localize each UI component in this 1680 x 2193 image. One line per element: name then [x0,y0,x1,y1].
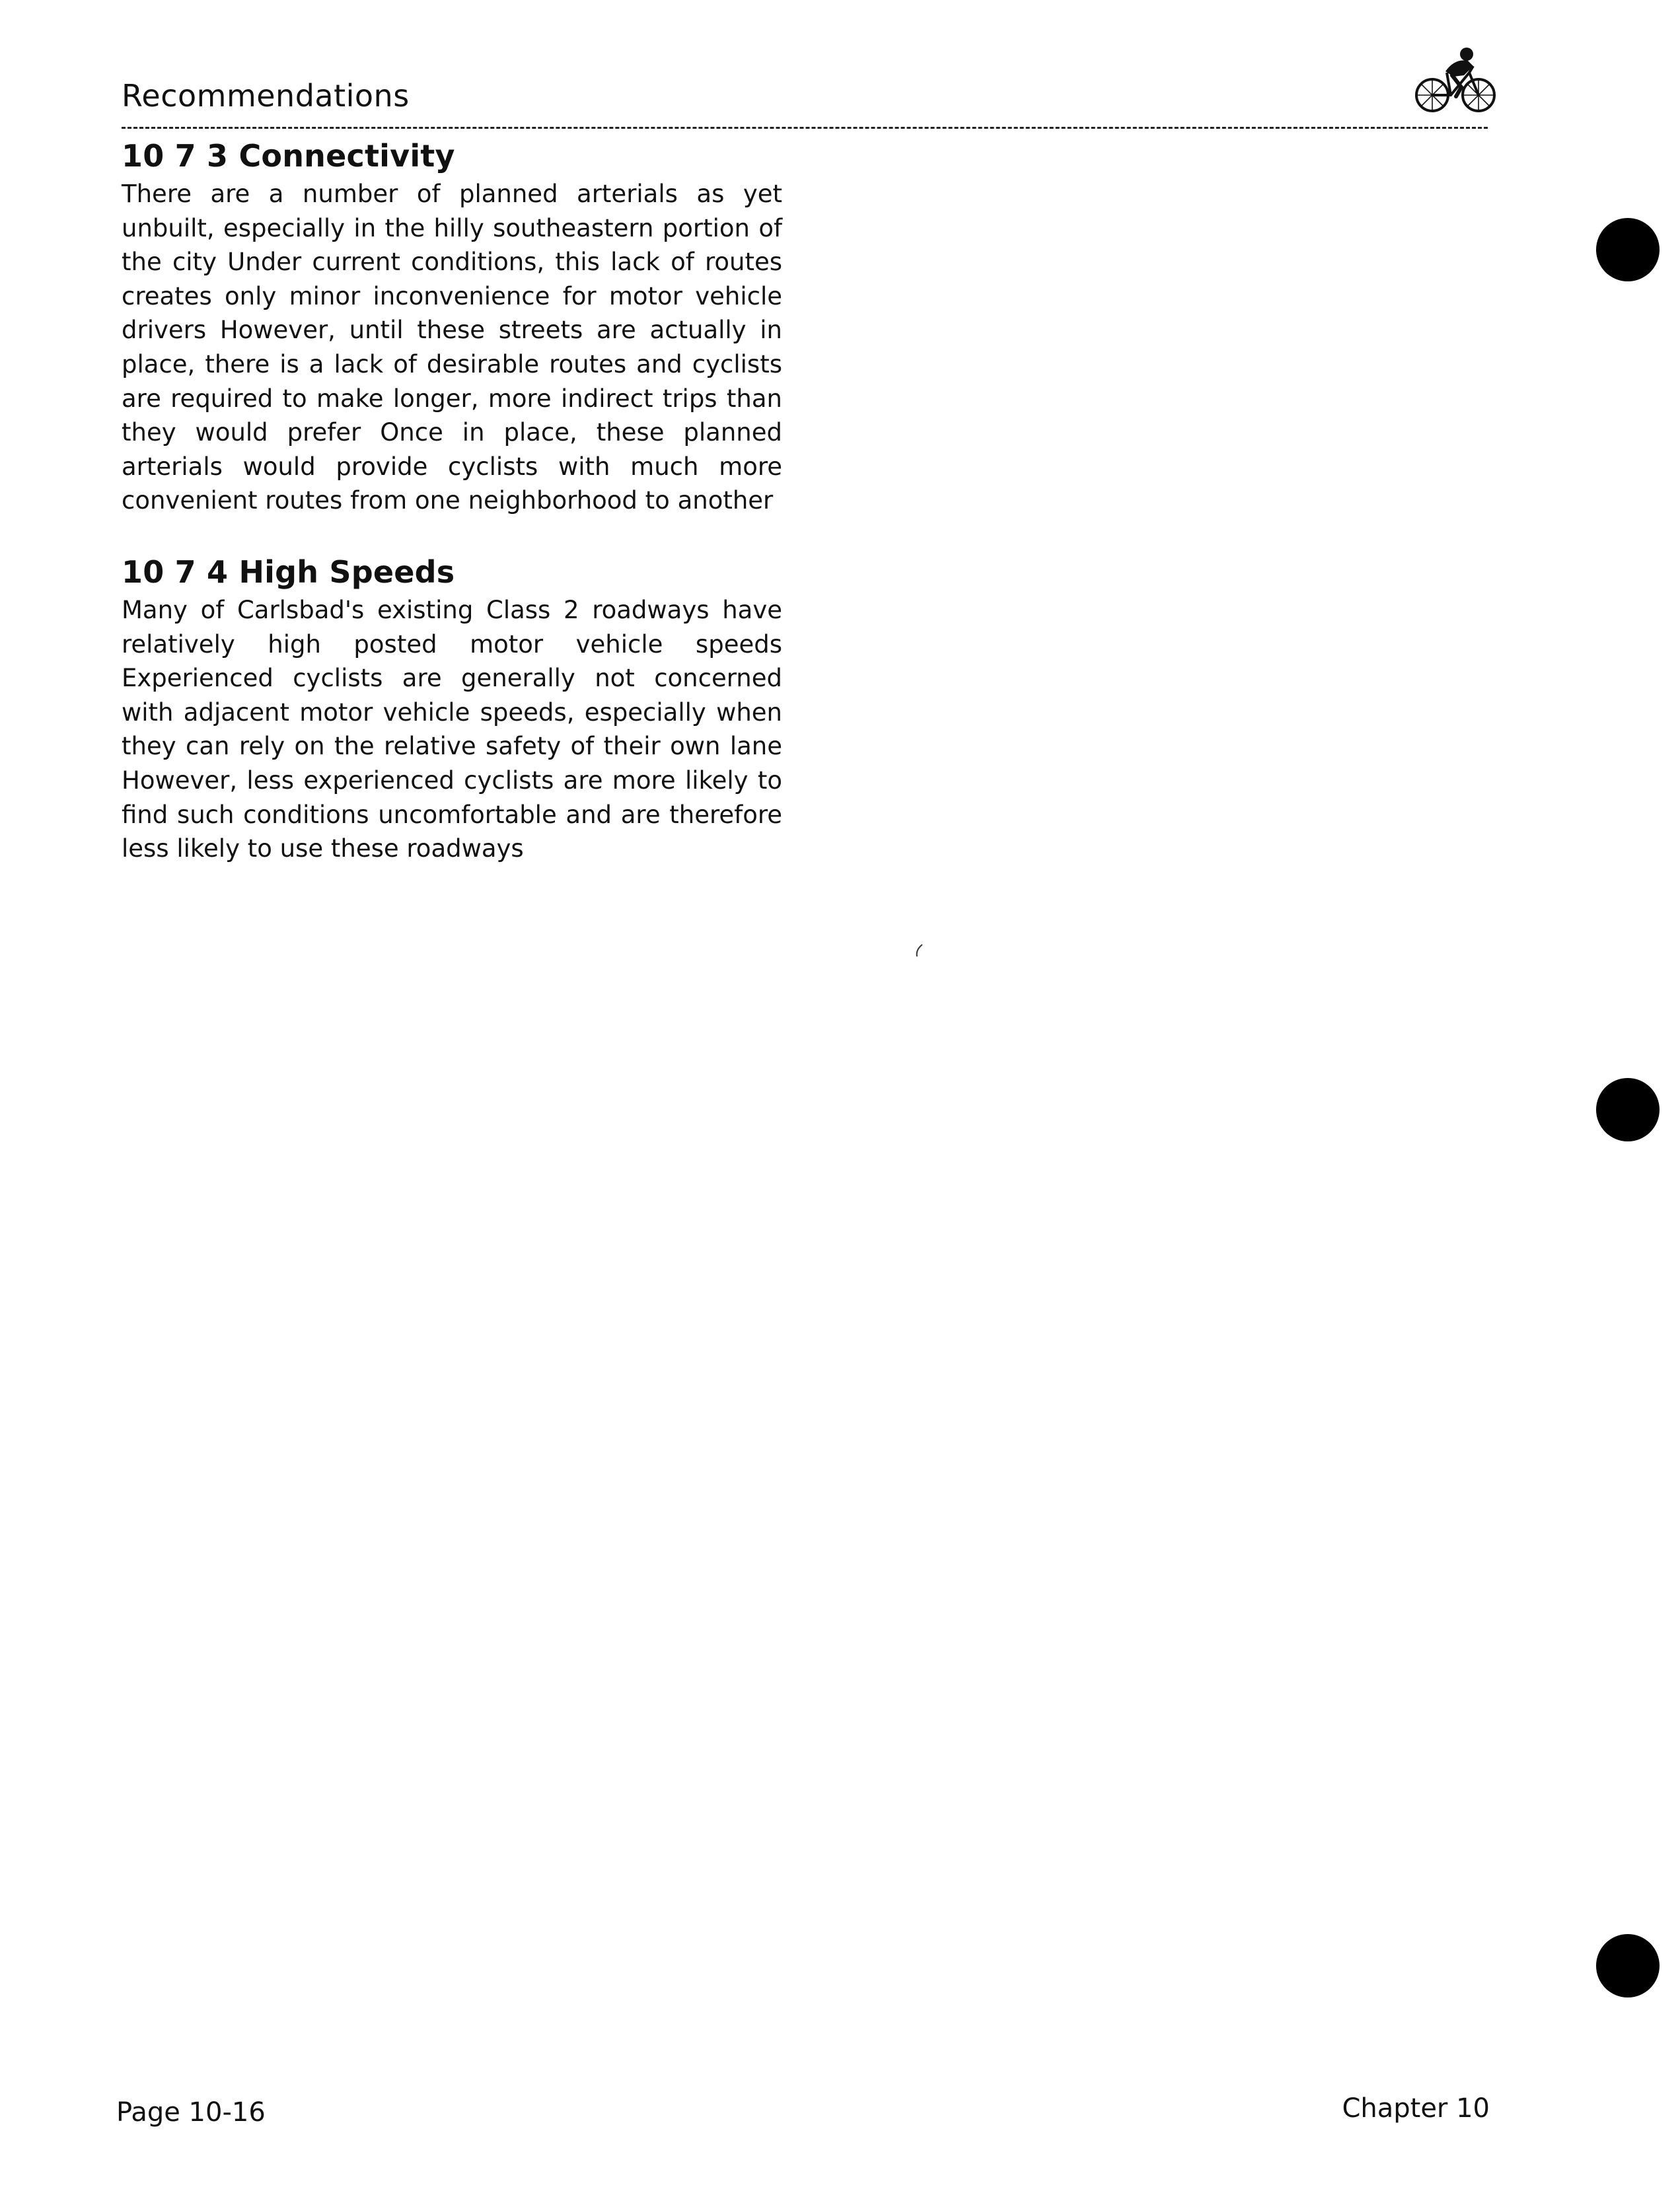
running-head: Recommendations [122,78,410,114]
section-heading-connectivity: 10 7 3 Connectivity [122,138,455,174]
section-body-connectivity: There are a number of planned arterials as yet unbuilt, especially in the hilly southeastern portion of the city Under current conditions, this lack of routes creates only minor inconvenience for motor vehicle drivers However, until these streets are actually in place, there is a lack of desirable routes and cyclists are required to make longer, more indirect trips than they would prefer Once in place, these planned arterials would provide cyclists with much more convenient routes from one neighborhood to another [122,180,782,515]
page-number: Page 10-16 [116,2097,266,2128]
chapter-label: Chapter 10 [1342,2093,1490,2124]
header-rule [122,127,1488,129]
stray-pen-mark [914,943,924,958]
section-heading-high-speeds: 10 7 4 High Speeds [122,554,455,590]
section-spacer [122,518,782,551]
bicyclist-icon [1412,46,1498,115]
punch-hole-top [1596,218,1660,281]
section-body-high-speeds: Many of Carlsbad's existing Class 2 roadways have relatively high posted motor vehicle speeds Experienced cyclists are generally not concerned with adjacent motor vehicle speeds, especially when they can rely on the relative safety of their own lane However, less experienced cyclists are more likely to find such conditions uncomfortable and are therefore less likely to use these roadways [122,595,782,863]
punch-hole-middle [1596,1078,1660,1141]
punch-hole-bottom [1596,1934,1660,1997]
text-column [122,135,782,866]
